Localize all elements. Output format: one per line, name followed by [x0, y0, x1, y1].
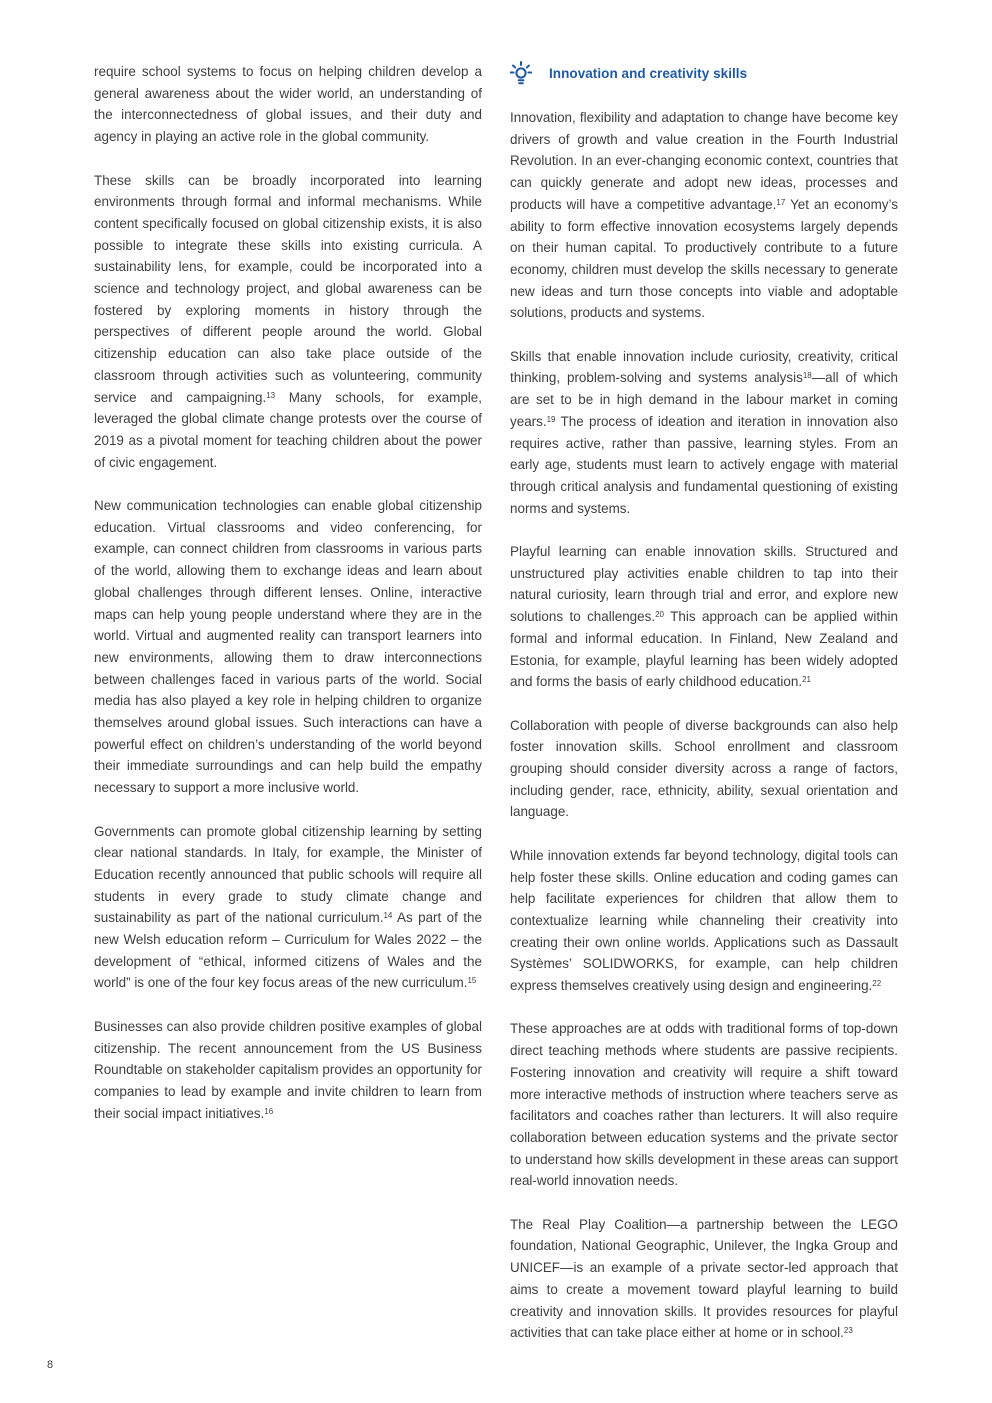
body-paragraph — [510, 107, 898, 324]
footnote-ref: 16 — [264, 1106, 274, 1116]
footnote-ref: 20 — [655, 610, 664, 620]
body-paragraph — [510, 715, 898, 824]
footnote-ref: 15 — [467, 976, 477, 986]
page-number: 8 — [47, 1359, 54, 1371]
lightbulb-icon — [510, 61, 532, 85]
body-paragraph — [510, 1018, 898, 1192]
body-paragraph — [94, 170, 482, 474]
footnote-ref: 21 — [802, 675, 811, 685]
footnote-ref: 13 — [266, 390, 276, 400]
paragraph-text: The process of ideation and iteration in innovation also requires active, rather than passive, learning styles. From an early age, students must learn to actively engage with material through critical analysis and fundamental questioning of existing norms and systems. — [510, 413, 898, 516]
footnote-ref: 19 — [546, 414, 556, 424]
section-heading — [510, 61, 898, 85]
paragraph-text: require school systems to focus on helping children develop a general awareness about the wider world, an understanding of the interconnectedness of global issues, and their duty and agency in playing an active role in the global community. — [94, 64, 482, 145]
body-paragraph — [94, 495, 482, 799]
paragraph-text: Skills that enable innovation include curiosity, creativity, critical thinking, problem-solving and systems analysis — [510, 348, 898, 386]
paragraph-text: Businesses can also provide children positive examples of global citizenship. The recent announcement from the US Business Roundtable on stakeholder capitalism provides an opportunity for companies to lead by example and invite children to learn from their social impact initiatives. — [94, 1018, 482, 1121]
paragraph-text: Playful learning can enable innovation skills. Structured and unstructured play activities enable children to tap into their natural curiosity, learn through trial and error, and explore new solutions to challenges. — [510, 544, 898, 625]
footnote-ref: 14 — [383, 911, 393, 921]
paragraph-text: The Real Play Coalition—a partnership between the LEGO foundation, National Geographic, Unilever, the Ingka Group and UNICEF—is an example of a private sector-led approach that aims to create a movement toward playful learning to build creativity and innovation skills. It provides resources for playful activities that can take place either at home or in school. — [510, 1216, 898, 1341]
paragraph-text: While innovation extends far beyond technology, digital tools can help foster these skills. Online education and coding games can help facilitate experiences for children that allow them to contextualize learning while channeling their creativity into creating their own online worlds. Applications such as Dassault Systèmes’ SOLIDWORKS, for example, can help children express themselves creatively using design and engineering. — [510, 847, 898, 994]
footnote-ref: 18 — [802, 371, 812, 381]
paragraph-text: Innovation, flexibility and adaptation to change have become key drivers of growth and value creation in the Fourth Industrial Revolution. In an ever-changing economic context, countries that can quickly generate and adopt new ideas, processes and products will have a competitive advantage. — [510, 110, 898, 212]
body-paragraph — [94, 61, 482, 148]
section-title: Innovation and creativity skills — [549, 65, 748, 81]
paragraph-text: New communication technologies can enable global citizenship education. Virtual classrooms and video conferencing, for example, can connect children from classrooms in various parts of the world, allowing them to exchange ideas and learn about global challenges through different lenses. Online, interactive maps can help young people understand where they are in the world. Virtual and augmented reality can transport learners into new environments, allowing them to draw interconnections between challenges faced in various parts of the world. Social media has also played a key role in helping children to organize themselves around global issues. Such interactions can have a powerful effect on children’s understanding of the world beyond their immediate surroundings and can help build the empathy necessary to support a more inclusive world. — [94, 498, 482, 796]
paragraph-text: As part of the new Welsh education reform – Curriculum for Wales 2022 – the development of “ethical, informed citizens of Wales and the world” is one of the four key focus areas of the new curriculum. — [94, 910, 482, 991]
right-column — [510, 61, 898, 1366]
body-paragraph — [94, 1016, 482, 1125]
paragraph-text: These skills can be broadly incorporated into learning environments through formal and informal mechanisms. While content specifically focused on global citizenship exists, it is also possible to integrate these skills into existing curricula. A sustainability lens, for example, could be incorporated into a science and technology project, and global awareness can be fostered by exploring moments in history through the perspectives of different people around the world. Global citizenship education can also take place outside of the classroom through activities such as volunteering, community service and campaigning. — [94, 172, 482, 405]
body-paragraph — [94, 821, 482, 995]
paragraph-text: Many schools, for example, leveraged the global climate change protests over the course of 2019 as a pivotal moment for teaching children about the power of civic engagement. — [94, 389, 482, 470]
paragraph-text: Governments can promote global citizenship learning by setting clear national standards. In Italy, for example, the Minister of Education recently announced that public schools will require all students in every grade to study climate change and sustainability as part of the national curriculum. — [94, 823, 482, 926]
footnote-ref: 17 — [776, 197, 786, 207]
footnote-ref: 23 — [843, 1326, 853, 1336]
left-column — [94, 61, 482, 1146]
paragraph-text: This approach can be applied within formal and informal education. In Finland, New Zealand and Estonia, for example, playful learning has been widely adopted and forms the basis of early childhood education. — [510, 609, 898, 690]
body-paragraph — [510, 1214, 898, 1344]
paragraph-text: Collaboration with people of diverse backgrounds can also help foster innovation skills. School enrollment and classroom grouping should consider diversity across a range of factors, including gender, race, ethnicity, ability, sexual orientation and language. — [510, 717, 898, 820]
right-paragraphs — [510, 107, 898, 1344]
body-paragraph — [510, 845, 898, 997]
paragraph-text: Yet an economy’s ability to form effective innovation ecosystems largely depends on their human capital. To productively contribute to a future economy, children must develop the skills necessary to generate new ideas and turn those concepts into viable and adoptable solutions, products and systems. — [510, 196, 898, 321]
body-paragraph — [510, 346, 898, 520]
body-paragraph — [510, 541, 898, 693]
paragraph-text: —all of which are set to be in high demand in the labour market in coming years. — [510, 370, 898, 429]
footnote-ref: 22 — [872, 979, 882, 989]
paragraph-text: These approaches are at odds with traditional forms of top-down direct teaching methods where students are passive recipients. Fostering innovation and creativity will require a shift toward more interactive methods of instruction where teachers serve as facilitators and coaches rather than lecturers. It will also require collaboration between education systems and the private sector to understand how skills development in these areas can support real-world innovation needs. — [510, 1021, 898, 1189]
